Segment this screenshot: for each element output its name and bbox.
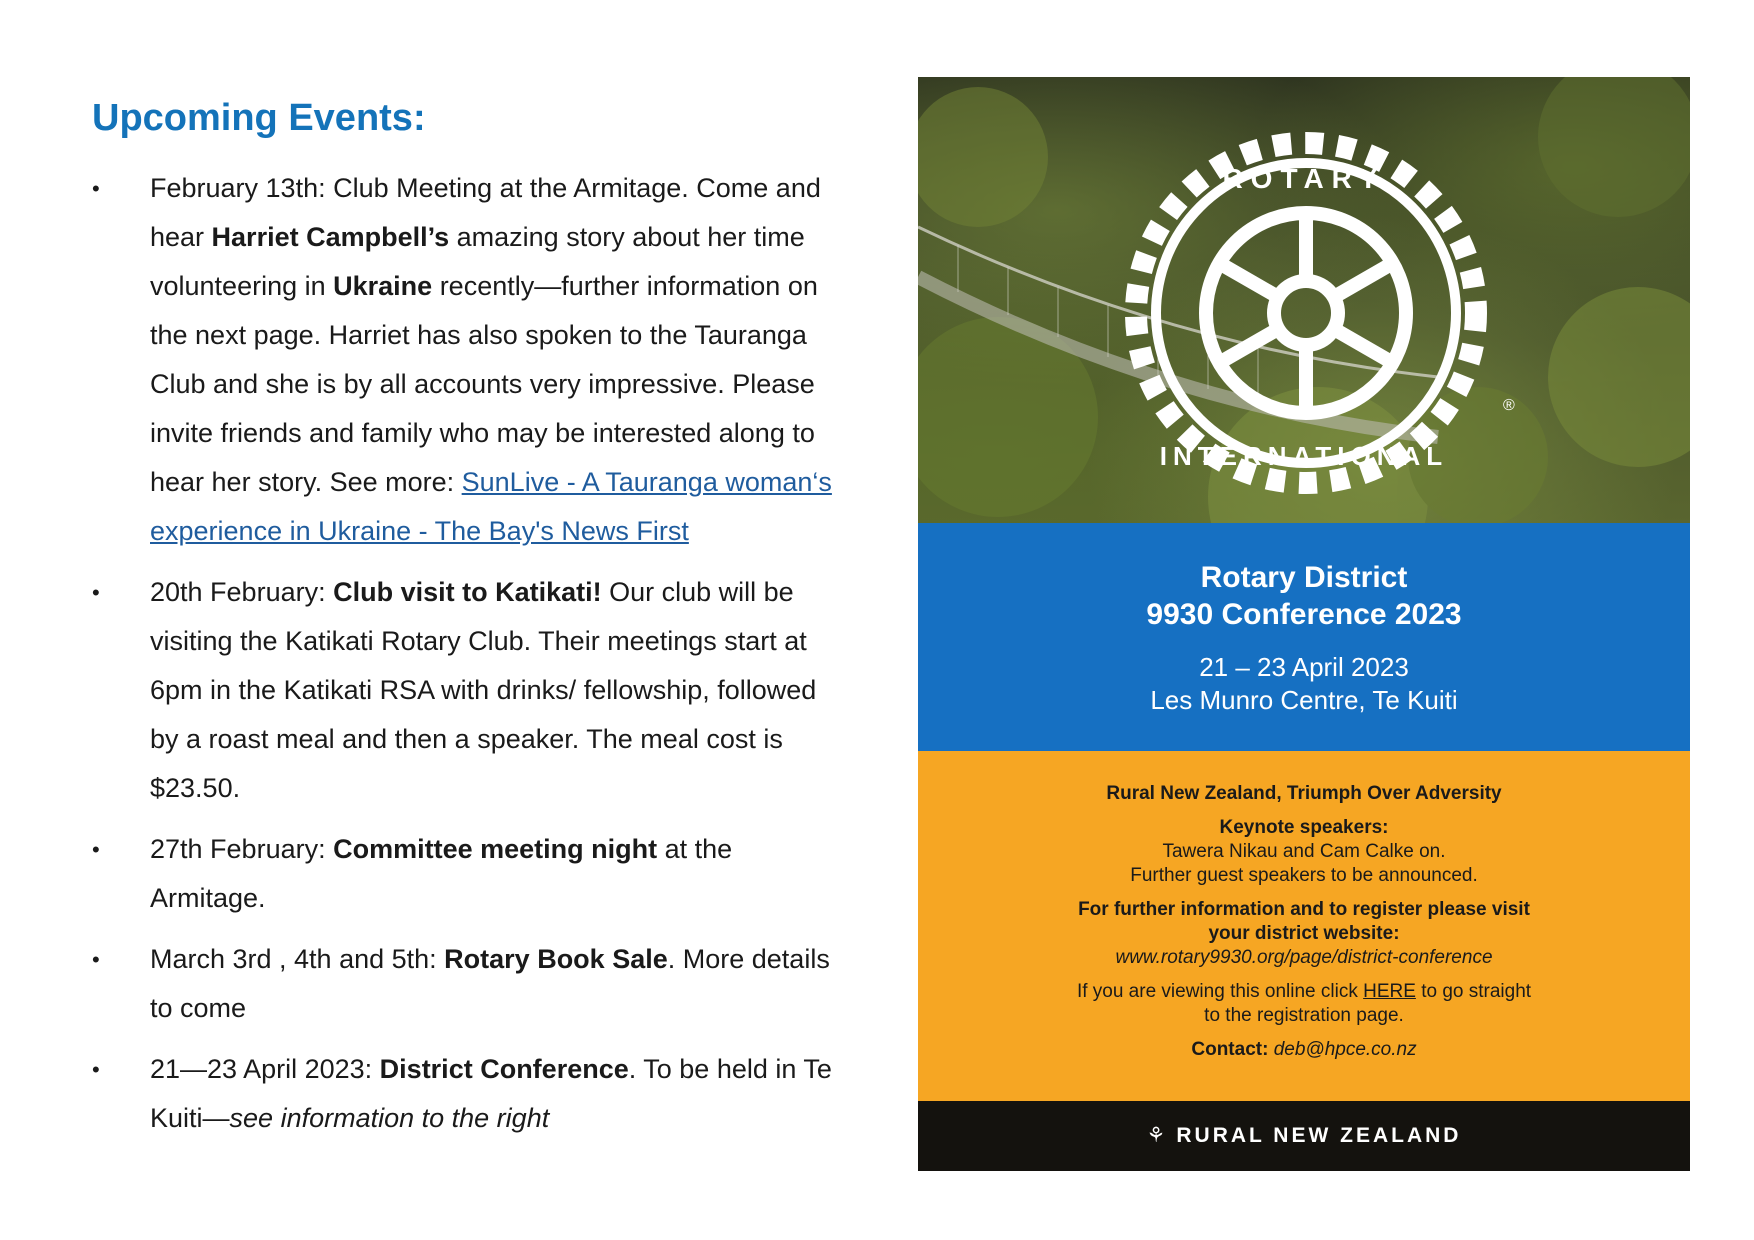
bullet: • xyxy=(92,837,100,862)
events-column xyxy=(92,90,852,1155)
event-text: February 13th: Club Meeting at the Armitage. Come and hear xyxy=(150,173,821,252)
conference-dates: 21 – 23 April 2023 xyxy=(1199,652,1409,682)
fern-logo-icon: ⚘ xyxy=(1146,1124,1169,1147)
keynote-label: Keynote speakers: xyxy=(1219,817,1389,838)
list-item xyxy=(92,825,852,923)
sunlive-article-link[interactable]: SunLive - A Tauranga woman‘s experience in Ukraine - The Bay's News First xyxy=(150,467,832,546)
contact-line xyxy=(918,1038,1690,1062)
events-list xyxy=(92,164,852,1143)
footer-brand xyxy=(918,1123,1690,1148)
bullet: • xyxy=(92,947,100,972)
event-text: Our club will be visiting the Katikati Rotary Club. Their meetings start at 6pm in the Katikati RSA with drinks/ fellowship, followed by a roast meal and then a speaker. The meal cost is $23.50. xyxy=(150,577,817,803)
bullet: • xyxy=(92,580,100,605)
event-text: at the Armitage. xyxy=(150,834,733,913)
list-item xyxy=(92,935,852,1033)
contact-email[interactable]: deb@hpce.co.nz xyxy=(1273,1039,1417,1060)
conference-theme: Rural New Zealand, Triumph Over Adversity xyxy=(1106,783,1502,804)
conference-venue: Les Munro Centre, Te Kuiti xyxy=(1150,685,1458,715)
footer-brand-text: RURAL NEW ZEALAND xyxy=(1176,1124,1462,1147)
event-highlight: Club visit to Katikati! xyxy=(333,577,602,607)
event-highlight: Committee meeting night xyxy=(333,834,658,864)
contact-label: Contact: xyxy=(1191,1039,1269,1060)
event-text: March 3rd , 4th and 5th: xyxy=(150,944,445,974)
online-line1 xyxy=(918,980,1690,1004)
register-line2: your district website: xyxy=(1208,923,1400,944)
event-text: . More details to come xyxy=(150,944,830,1023)
event-highlight: Rotary Book Sale xyxy=(444,944,668,974)
event-text: recently—further information on the next page. Harriet has also spoken to the Tauranga Club and she is by all accounts very impressive. Please invite friends and family who may be interested along to hear her story. See more: xyxy=(150,271,818,497)
further-speakers: Further guest speakers to be announced. xyxy=(1130,865,1478,886)
event-highlight: Harriet Campbell’s xyxy=(211,222,450,252)
keynote-names: Tawera Nikau and Cam Calke on. xyxy=(1162,841,1446,862)
conference-title-line2: 9930 Conference 2023 xyxy=(1146,598,1462,631)
conference-banner xyxy=(918,523,1690,751)
conference-title-line1: Rotary District xyxy=(1200,561,1408,594)
district-website[interactable]: www.rotary9930.org/page/district-conference xyxy=(1115,947,1493,968)
page-title: Upcoming Events: xyxy=(92,97,426,139)
conference-poster xyxy=(918,77,1690,1171)
online-text: If you are viewing this online click xyxy=(1076,981,1364,1002)
register-line1: For further information and to register please visit xyxy=(1078,899,1530,920)
poster-footer xyxy=(918,1101,1690,1171)
registration-here-link[interactable]: HERE xyxy=(1363,981,1416,1002)
bullet: • xyxy=(92,176,100,201)
event-text: 21—23 April 2023: xyxy=(150,1054,380,1084)
registered-mark: ® xyxy=(1503,397,1515,414)
event-text: 27th February: xyxy=(150,834,334,864)
online-text: to go straight xyxy=(1415,981,1532,1002)
event-text: amazing story about her time volunteering in xyxy=(150,222,805,301)
list-item xyxy=(92,1045,852,1143)
bridge-forest-photo xyxy=(918,77,1690,523)
conference-details xyxy=(918,651,1690,717)
rotary-logo-text-top: ROTARY xyxy=(1222,163,1386,194)
event-italic: see information to the right xyxy=(229,1103,550,1133)
event-highlight: District Conference xyxy=(379,1054,629,1084)
bullet: • xyxy=(92,1057,100,1082)
event-text: 20th February: xyxy=(150,577,334,607)
rotary-logo-text-bottom: INTERNATIONAL xyxy=(1159,441,1449,471)
conference-title xyxy=(918,559,1690,633)
event-highlight: Ukraine xyxy=(333,271,433,301)
online-line2: to the registration page. xyxy=(1204,1005,1404,1026)
list-item xyxy=(92,568,852,813)
event-text: . To be held in Te Kuiti— xyxy=(150,1054,832,1133)
list-item xyxy=(92,164,852,556)
conference-info-panel xyxy=(918,751,1690,1101)
